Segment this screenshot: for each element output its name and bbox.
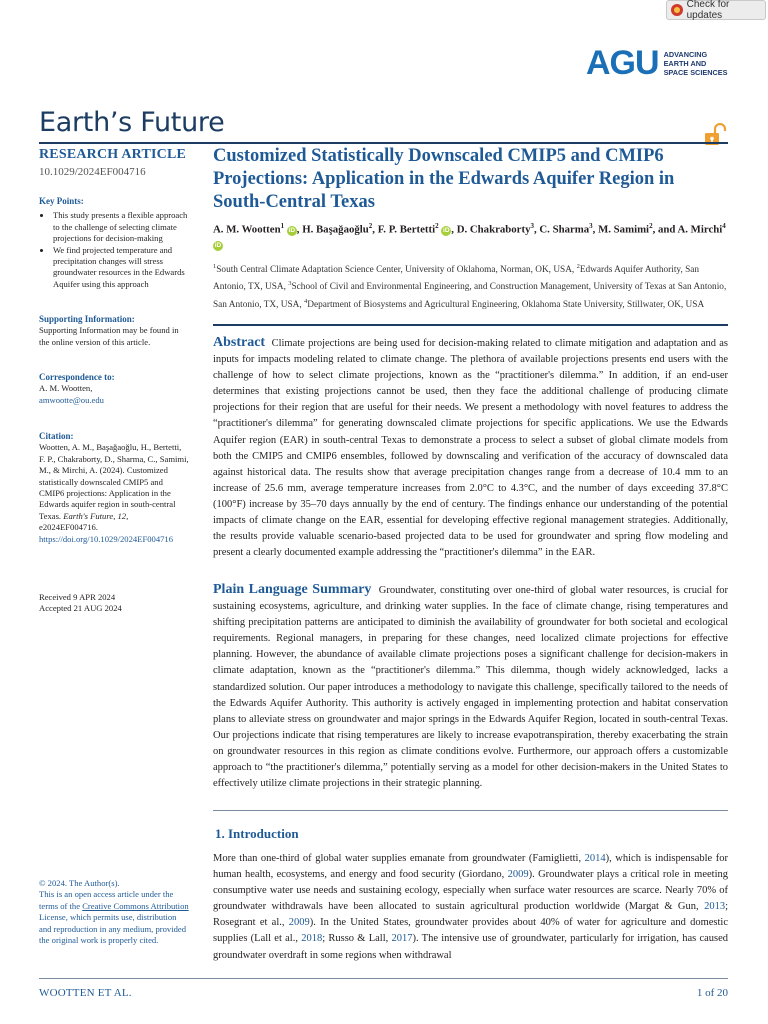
citation-doi-link[interactable]: https://doi.org/10.1029/2024EF004716: [39, 533, 174, 544]
header-rule: [39, 142, 728, 144]
creative-commons-link[interactable]: Creative Commons Attribution: [82, 900, 189, 911]
affiliation-number: 2: [576, 263, 580, 270]
introduction-text-run: ). In the United States, groundwater provides about 40% of water for agriculture and domestic supplies (Lall et al.,: [213, 917, 728, 945]
affiliations-rule: [213, 324, 728, 326]
citation-text-main: Wootten, A. M., Başağaoğlu, H., Bertetti, F. P., Chakraborty, D., Sharma, C., Samimi, M., & Mirchi, A. (2024). Customized statistically downscaled CMIP5 and CMIP6 projections: Application in the Edwards aquifer region in south-central Texas.: [39, 442, 189, 521]
author-name: H. Başağaoğlu: [302, 223, 369, 236]
accepted-date: Accepted 21 AUG 2024: [39, 603, 122, 614]
agu-tagline-line: EARTH AND: [663, 58, 707, 68]
section-rule: [213, 810, 728, 811]
check-for-updates-button[interactable]: [666, 0, 766, 20]
abstract: [213, 335, 728, 561]
key-points: [39, 196, 189, 290]
received-date: Received 9 APR 2024: [39, 592, 116, 602]
page-number: 1 of 20: [696, 987, 728, 999]
key-points-heading: Key Points:: [39, 196, 84, 206]
citation-year-link[interactable]: 2009: [288, 917, 310, 929]
introduction-text-run: ), which is indispensable for human health, ecosystems, and energy and food security (Giordano,: [213, 853, 728, 881]
author-name: F. P. Bertetti: [377, 223, 436, 236]
supporting-information: [39, 314, 189, 348]
key-points-list: [39, 210, 189, 290]
key-point: • This study presents a flexible approach to the challenge of selecting climate projections for decision-making: [52, 210, 189, 244]
article-dates: [39, 592, 189, 615]
citation-year-link[interactable]: 2018: [301, 933, 323, 945]
journal-name: Earth’s Future: [39, 107, 225, 138]
footer-rule: [39, 978, 728, 979]
introduction-text-run: ). The intensive use of groundwater, particularly for irrigation, has caused groundwater overdraft in some regions when withdrawal: [213, 933, 729, 961]
correspondence-heading: Correspondence to:: [39, 372, 115, 382]
correspondence-name: A. M. Wootten,: [39, 383, 93, 394]
affiliation-number: 4: [304, 297, 308, 305]
author-name: A. Mirchi: [677, 223, 723, 236]
author-name: M. Samimi: [598, 223, 650, 236]
license: [39, 878, 189, 946]
orcid-icon[interactable]: iD: [214, 241, 222, 249]
author-name: C. Sharma: [539, 223, 590, 236]
affiliations: [213, 260, 728, 312]
supporting-text: Supporting Information may be found in the online version of this article.: [39, 325, 179, 347]
author-affiliation-number: 2: [649, 222, 653, 230]
agu-tagline-line: ADVANCING: [663, 49, 708, 59]
citation-text: [39, 442, 189, 545]
introduction-text: [213, 851, 728, 964]
plain-language-heading: Plain Language Summary: [213, 582, 372, 597]
agu-mark: AGU: [586, 44, 659, 82]
doi: 10.1029/2024EF004716: [39, 166, 146, 178]
author-affiliation-number: 2: [368, 222, 373, 230]
introduction-text-run: More than one-third of global water supplies emanate from groundwater (Famiglietti,: [213, 853, 585, 864]
author-name: A. M. Wootten: [213, 223, 281, 236]
correspondence-email-link[interactable]: amwootte@ou.edu: [39, 394, 104, 405]
article-title: Customized Statistically Downscaled CMIP5 and CMIP6 Projections: Application in the Edwards Aquifer Region in South-Central Texas: [213, 146, 675, 212]
author-affiliation-number: 3: [589, 222, 593, 230]
affiliation-number: 3: [288, 280, 292, 288]
key-point: • We find projected temperature and precipitation changes will stress groundwater resources in the Edwards Aquifer using this approach: [52, 245, 189, 291]
author-list: A. M. Wootten$^1$ iD , H. Başağaoğlu$^2$, F. P. Bertetti$^2$ iD , D. Chakraborty$^3$, C. Sharma$^3$, M. Samimi$^2$, and A. Mirchi$^4$ iD: [213, 222, 726, 249]
affiliation-text: Department of Biosystems and Agricultural Engineering, Oklahoma State University, Stillwater, OK, USA: [307, 299, 705, 310]
author-affiliation-number: 3: [530, 222, 534, 230]
agu-logo: [586, 43, 728, 83]
license-text-pre: This is an open access article under the terms of the: [39, 889, 174, 911]
citation-year-link[interactable]: 2014: [584, 853, 606, 864]
abstract-text: Climate projections are being used for decision-making related to climate mitigation and adaptation and as inputs for impacts modeling related to climate change. The plethora of available projections presents end users with the challenge of how to select climate projections, known as the “practitioner's dilemma.” In addition, if an end-user determines that existing projections cannot be used, then they face the additional challenge of producing climate projections for their region that are useful for their needs. We present a methodology with novel features to address the “practitioner's dilemma” for generating downscaled climate projections for specific applications. We use the Edwards Aquifer region (EAR) in south-central Texas to demonstrate a process to select a subset of global climate models from both the CMIP5 and CMIP6 ensembles, followed by downscaling and verification of the accuracy of downscaled data against historical data. The results show that average precipitation changes range from a decrease of 10.4 mm to an increase of 25.6 mm, average temperature increases from 2.0°C to 4.3°C, and the number of days exceeding 37.8°C (100°F) increase by 35–70 days annually by the end of century. The findings enhance our understanding of the potential impacts of climate change on the EAR, essential for developing effective regional management strategies. Additionally, the results provide valuable scenario-based projected data to be used for groundwater and spring flow modeling and present a clearly documented example addressing the “practitioner's dilemma” in the EAR.: [213, 338, 728, 559]
citation-year-link[interactable]: 2017: [391, 933, 413, 945]
check-updates-label: Check for updates: [686, 0, 730, 21]
check-updates-badge-icon: [671, 4, 683, 16]
supporting-heading: Supporting Information:: [39, 314, 135, 324]
author-affiliation-number: 2: [435, 222, 439, 230]
author-affiliation-number: 1: [280, 222, 285, 230]
citation-year-link[interactable]: 2013: [704, 901, 726, 913]
citation: [39, 431, 189, 545]
introduction-heading: 1. Introduction: [215, 826, 299, 841]
author-name: D. Chakraborty: [456, 223, 531, 236]
orcid-icon[interactable]: iD: [288, 226, 296, 234]
citation-heading: Citation:: [39, 431, 74, 441]
affiliation-text: School of Civil and Environmental Engineering, and Construction Management, University of Texas at San Antonio, San Antonio, TX, USA,: [213, 282, 727, 310]
article-type: RESEARCH ARTICLE: [39, 147, 187, 162]
introduction-text-run: ). Groundwater plays a critical role in meeting consumptive water use needs and sustaining ecology, especially when surface water resources are scarce. Nearly 70% of groundwater withdrawals have been allocated to sustain agricultural production worldwide (Margat & Gun,: [213, 869, 728, 913]
citation-article-number: e2024EF004716.: [39, 522, 98, 533]
agu-tagline-line: SPACE SCIENCES: [663, 67, 728, 77]
footer-authors: WOOTTEN ET AL.: [39, 987, 132, 999]
orcid-icon[interactable]: iD: [443, 226, 450, 234]
introduction-text-run: ; Rosegrant et al.,: [213, 901, 728, 929]
plain-language-summary: [213, 582, 728, 792]
affiliation-text: South Central Climate Adaptation Science Center, University of Oklahoma, Norman, OK, USA,: [216, 265, 577, 276]
license-text: [39, 889, 189, 946]
affiliation-text: Edwards Aquifer Authority, San Antonio, TX, USA,: [213, 265, 700, 293]
license-text-post: License, which permits use, distribution and reproduction in any medium, provided the original work is properly cited.: [39, 912, 187, 946]
copyright-line: © 2024. The Author(s).: [39, 878, 120, 888]
citation-year-link[interactable]: 2009: [507, 869, 529, 881]
plain-language-text: Groundwater, constituting over one-third of global water resources, is crucial for sustaining ecosystems, agriculture, and drinking water supplies. In the face of climate change, rising temperatures and shifting precipitation patterns are anticipated to diminish the availability of groundwater for both societal and ecological requirements. Regional managers, in preparing for these changes, need localized climate projections for effective planning. However, the abundance of available climate projections poses a significant challenge for decision-makers in climate adaptation, known as the “practitioner's dilemma.” This dilemma, though widely acknowledged, lacks a standardized solution. Our paper introduces a methodology to navigate this challenge, specifically tailored to the needs of the Edwards Aquifer Authority. This authority is actively engaged in implementing protection and habitat conservation plans to alleviate stress on groundwater and major springs in the Edwards Aquifer Region, located in south-central Texas. Our projections indicate that rising temperatures are likely to increase evapotranspiration, thereby exacerbating the strain on groundwater resources in this region as climate conditions evolve. Furthermore, our approach offers a customizable approach to “the practitioner's dilemma,” potentially serving as a model for other decision-makers in the United States to effectively utilize climate projections in their strategic planning.: [213, 585, 729, 790]
author-affiliation-number: 4: [722, 222, 726, 230]
abstract-heading: Abstract: [213, 335, 266, 350]
affiliation-number: 1: [213, 263, 217, 270]
citation-journal: Earth's Future, 12,: [63, 510, 129, 521]
correspondence: [39, 372, 189, 406]
introduction-text-run: ; Russo & Lall,: [322, 933, 392, 945]
agu-tagline: [664, 50, 728, 77]
